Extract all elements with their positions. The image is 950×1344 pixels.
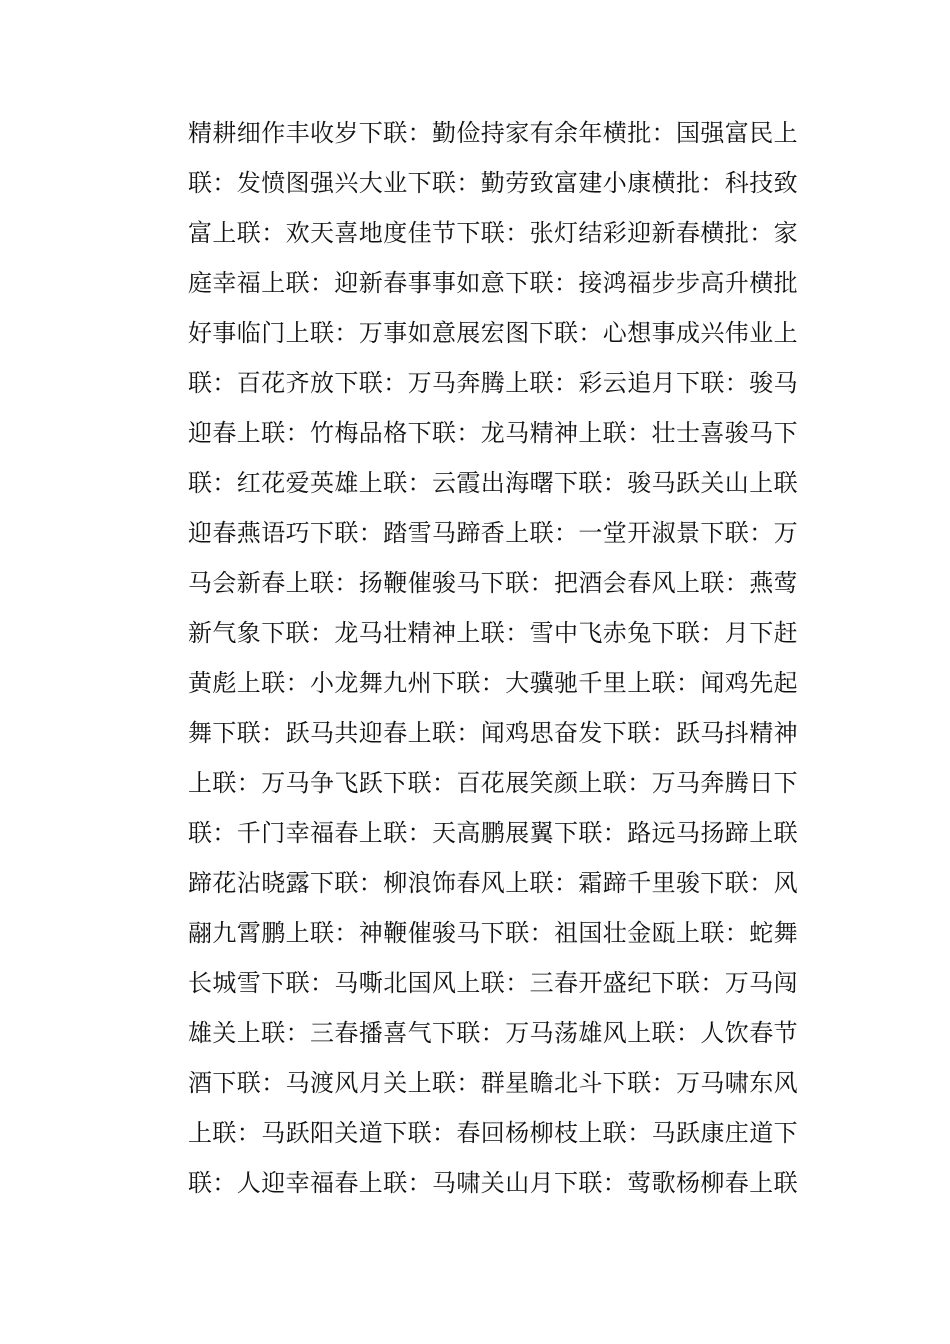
text-line: 马会新春上联：扬鞭催骏马下联：把酒会春风上联：燕莺 bbox=[188, 569, 798, 597]
text-line: 蹄花沾晓露下联：柳浪饰春风上联：霜蹄千里骏下联：风 bbox=[188, 869, 798, 897]
text-line: 联：红花爱英雄上联：云霞出海曙下联：骏马跃关山上联 bbox=[188, 469, 798, 497]
text-line: 翮九霄鹏上联：神鞭催骏马下联：祖国壮金瓯上联：蛇舞 bbox=[188, 919, 798, 947]
text-line: 上联：万马争飞跃下联：百花展笑颜上联：万马奔腾日下 bbox=[188, 769, 798, 797]
text-line: 上联：马跃阳关道下联：春回杨柳枝上联：马跃康庄道下 bbox=[188, 1119, 798, 1147]
text-line: 迎春上联：竹梅品格下联：龙马精神上联：壮士喜骏马下 bbox=[188, 419, 798, 447]
text-line: 联：百花齐放下联：万马奔腾上联：彩云追月下联：骏马 bbox=[188, 369, 798, 397]
text-line: 雄关上联：三春播喜气下联：万马荡雄风上联：人饮春节 bbox=[188, 1019, 798, 1047]
text-line: 好事临门上联：万事如意展宏图下联：心想事成兴伟业上 bbox=[188, 319, 798, 347]
text-line: 联：人迎幸福春上联：马啸关山月下联：莺歌杨柳春上联 bbox=[188, 1169, 798, 1197]
text-line: 黄彪上联：小龙舞九州下联：大骥驰千里上联：闻鸡先起 bbox=[188, 669, 798, 697]
text-line: 舞下联：跃马共迎春上联：闻鸡思奋发下联：跃马抖精神 bbox=[188, 719, 798, 747]
text-line: 精耕细作丰收岁下联：勤俭持家有余年横批：国强富民上 bbox=[188, 119, 798, 147]
text-line: 联：千门幸福春上联：天高鹏展翼下联：路远马扬蹄上联 bbox=[188, 819, 798, 847]
text-line: 庭幸福上联：迎新春事事如意下联：接鸿福步步高升横批 bbox=[188, 269, 798, 297]
text-line: 联：发愤图强兴大业下联：勤劳致富建小康横批：科技致 bbox=[188, 169, 798, 197]
text-line: 富上联：欢天喜地度佳节下联：张灯结彩迎新春横批：家 bbox=[188, 219, 798, 247]
text-line: 酒下联：马渡风月关上联：群星瞻北斗下联：万马啸东风 bbox=[188, 1069, 798, 1097]
text-line: 迎春燕语巧下联：踏雪马蹄香上联：一堂开淑景下联：万 bbox=[188, 519, 798, 547]
body-text bbox=[188, 108, 828, 1208]
text-line: 新气象下联：龙马壮精神上联：雪中飞赤兔下联：月下赶 bbox=[188, 619, 798, 647]
text-line: 长城雪下联：马嘶北国风上联：三春开盛纪下联：万马闯 bbox=[188, 969, 798, 997]
